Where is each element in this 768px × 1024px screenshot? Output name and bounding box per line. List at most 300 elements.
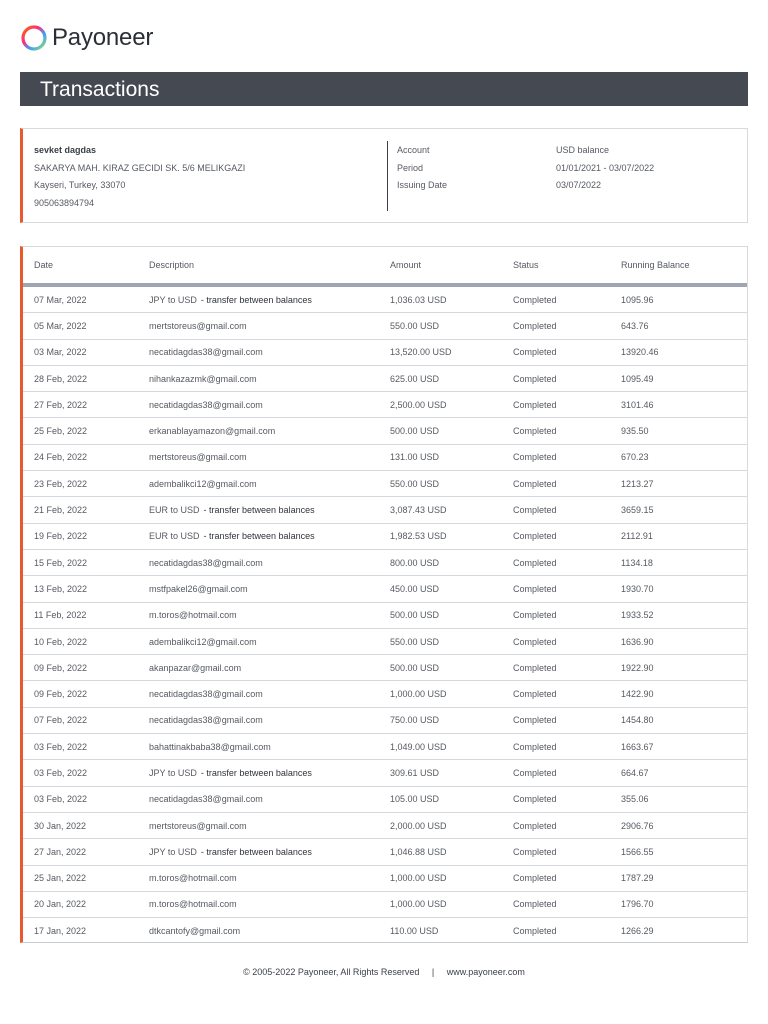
header-date: Date	[34, 260, 54, 270]
row-amount	[390, 295, 447, 305]
row-description	[149, 821, 247, 831]
row-description-text: necatidagdas38@gmail.com	[149, 557, 263, 568]
row-running-balance-text: 1930.70	[621, 583, 654, 594]
row-status-text: Completed	[513, 715, 557, 726]
row-date	[34, 715, 87, 725]
row-status-text: Completed	[513, 820, 557, 831]
row-running-balance	[621, 689, 654, 699]
row-date	[34, 531, 87, 541]
row-amount-text: 131.00 USD	[390, 452, 440, 463]
row-date-text: 24 Feb, 2022	[34, 452, 88, 463]
row-description-text: JPY to USD	[149, 846, 197, 857]
table-row	[23, 287, 747, 313]
row-date	[34, 794, 87, 804]
row-amount-text: 625.00 USD	[390, 373, 440, 384]
row-running-balance-text: 1454.80	[621, 715, 654, 726]
table-row	[23, 734, 747, 760]
header-description: Description	[149, 260, 195, 270]
row-date-text: 20 Jan, 2022	[34, 899, 87, 910]
row-amount-text: 1,000.00 USD	[390, 873, 447, 884]
summary-values	[556, 145, 654, 198]
table-row	[23, 445, 747, 471]
row-status	[513, 374, 557, 384]
row-running-balance	[621, 426, 649, 436]
row-status-text: Completed	[513, 636, 557, 647]
row-amount-text: 800.00 USD	[390, 557, 440, 568]
row-date	[34, 899, 86, 909]
transactions-table	[20, 246, 748, 943]
row-amount	[390, 873, 447, 883]
row-description-text: dtkcantofy@gmail.com	[149, 926, 241, 937]
row-amount	[390, 321, 439, 331]
row-amount	[390, 794, 439, 804]
table-row	[23, 918, 747, 944]
row-date	[34, 400, 87, 410]
row-description	[149, 847, 312, 857]
row-date-text: 21 Feb, 2022	[34, 505, 88, 516]
table-row	[23, 524, 747, 550]
holder-address: SAKARYA MAH. KIRAZ GECIDI SK. 5/6 MELIKGAZI	[34, 162, 246, 173]
row-status-text: Completed	[513, 926, 557, 937]
row-date-text: 03 Feb, 2022	[34, 767, 88, 778]
brand-name: Payoneer	[52, 24, 154, 51]
row-description-text: mertstoreus@gmail.com	[149, 820, 247, 831]
row-description-text: JPY to USD	[149, 294, 197, 305]
row-amount-text: 1,000.00 USD	[390, 899, 447, 910]
row-description-note: - transfer between balances	[200, 767, 312, 778]
row-running-balance	[621, 374, 654, 384]
row-amount	[390, 715, 439, 725]
row-description	[149, 295, 312, 305]
row-status	[513, 505, 557, 515]
row-description	[149, 558, 263, 568]
table-row	[23, 839, 747, 865]
info-divider	[387, 141, 388, 211]
row-amount-text: 450.00 USD	[390, 583, 440, 594]
row-description	[149, 926, 240, 936]
row-date	[34, 347, 87, 357]
row-date	[34, 926, 86, 936]
row-date-text: 27 Jan, 2022	[34, 846, 87, 857]
row-amount-text: 1,000.00 USD	[390, 689, 447, 700]
table-row	[23, 366, 747, 392]
row-amount-text: 309.61 USD	[390, 767, 440, 778]
row-description-note: - transfer between balances	[203, 505, 315, 516]
row-running-balance-text: 1566.55	[621, 846, 654, 857]
table-row	[23, 813, 747, 839]
row-amount	[390, 584, 439, 594]
row-running-balance	[621, 558, 653, 568]
row-description-text: necatidagdas38@gmail.com	[149, 794, 263, 805]
table-row	[23, 471, 747, 497]
row-amount	[390, 768, 439, 778]
row-running-balance	[621, 715, 654, 725]
row-date	[34, 295, 87, 305]
row-running-balance	[621, 610, 654, 620]
row-amount	[390, 505, 447, 515]
row-amount	[390, 663, 439, 673]
row-running-balance-text: 1796.70	[621, 899, 654, 910]
table-header	[23, 247, 747, 287]
row-amount	[390, 479, 439, 489]
table-row	[23, 892, 747, 918]
row-amount-text: 3,087.43 USD	[390, 505, 447, 516]
row-running-balance-text: 1095.49	[621, 373, 654, 384]
row-status-text: Completed	[513, 557, 557, 568]
table-row	[23, 603, 747, 629]
row-date-text: 03 Mar, 2022	[34, 347, 87, 358]
footer	[0, 967, 768, 977]
row-date	[34, 321, 87, 331]
row-running-balance-text: 13920.46	[621, 347, 659, 358]
row-description-text: EUR to USD	[149, 531, 200, 542]
row-description-text: necatidagdas38@gmail.com	[149, 715, 263, 726]
row-amount	[390, 821, 447, 831]
row-description	[149, 452, 247, 462]
row-date-text: 25 Feb, 2022	[34, 426, 88, 437]
row-description-text: mstfpakel26@gmail.com	[149, 583, 248, 594]
row-description-text: necatidagdas38@gmail.com	[149, 399, 263, 410]
row-status	[513, 558, 557, 568]
header-status: Status	[513, 260, 539, 270]
row-running-balance	[621, 926, 654, 936]
row-status-text: Completed	[513, 294, 557, 305]
row-status	[513, 479, 557, 489]
row-amount-text: 550.00 USD	[390, 478, 440, 489]
table-row	[23, 550, 747, 576]
row-running-balance	[621, 742, 654, 752]
row-status	[513, 742, 557, 752]
table-row	[23, 787, 747, 813]
row-date-text: 30 Jan, 2022	[34, 820, 87, 831]
row-status	[513, 821, 557, 831]
row-amount	[390, 926, 438, 936]
footer-separator: |	[431, 967, 435, 977]
footer-website-link[interactable]: www.payoneer.com	[446, 967, 525, 977]
table-row	[23, 392, 747, 418]
row-date-text: 10 Feb, 2022	[34, 636, 88, 647]
row-description-note: - transfer between balances	[200, 294, 312, 305]
row-description	[149, 794, 263, 804]
row-description	[149, 873, 237, 883]
row-amount-text: 13,520.00 USD	[390, 347, 452, 358]
row-date	[34, 479, 87, 489]
row-date-text: 19 Feb, 2022	[34, 531, 88, 542]
table-row	[23, 760, 747, 786]
row-description	[149, 426, 275, 436]
row-description-text: necatidagdas38@gmail.com	[149, 347, 263, 358]
row-amount	[390, 899, 447, 909]
row-status	[513, 452, 557, 462]
holder-city: Kayseri, Turkey, 33070	[34, 180, 126, 190]
row-running-balance-text: 1933.52	[621, 610, 654, 621]
row-running-balance-text: 2906.76	[621, 820, 654, 831]
row-running-balance-text: 3101.46	[621, 399, 654, 410]
row-amount-text: 1,049.00 USD	[390, 741, 447, 752]
row-running-balance-text: 1663.67	[621, 741, 654, 752]
row-amount-text: 105.00 USD	[390, 794, 440, 805]
header-amount: Amount	[390, 260, 422, 270]
footer-copyright: © 2005-2022 Payoneer, All Rights Reserved	[243, 967, 420, 977]
row-date	[34, 610, 86, 620]
row-status	[513, 400, 557, 410]
row-running-balance	[621, 794, 649, 804]
table-row	[23, 497, 747, 523]
row-description-note: - transfer between balances	[203, 531, 315, 542]
row-amount	[390, 610, 439, 620]
row-date	[34, 374, 87, 384]
row-description	[149, 742, 271, 752]
row-status-text: Completed	[513, 347, 557, 358]
row-amount	[390, 637, 439, 647]
row-running-balance	[621, 768, 649, 778]
row-date-text: 28 Feb, 2022	[34, 373, 88, 384]
page-title: Transactions	[20, 72, 748, 106]
row-amount	[390, 531, 447, 541]
row-running-balance	[621, 321, 649, 331]
row-status	[513, 873, 557, 883]
row-description-text: adembalikci12@gmail.com	[149, 478, 257, 489]
row-status-text: Completed	[513, 478, 557, 489]
row-date-text: 09 Feb, 2022	[34, 662, 88, 673]
table-row	[23, 629, 747, 655]
table-row	[23, 313, 747, 339]
account-info-box	[20, 128, 748, 223]
row-running-balance-text: 1422.90	[621, 689, 654, 700]
table-row	[23, 681, 747, 707]
row-description-text: adembalikci12@gmail.com	[149, 636, 257, 647]
row-date-text: 11 Feb, 2022	[34, 610, 87, 621]
row-amount	[390, 426, 439, 436]
row-status-text: Completed	[513, 794, 557, 805]
row-amount-text: 2,500.00 USD	[390, 399, 447, 410]
row-date-text: 27 Feb, 2022	[34, 399, 88, 410]
row-date	[34, 847, 86, 857]
row-status-text: Completed	[513, 426, 557, 437]
holder-name: sevket dagdas	[34, 145, 97, 155]
row-status	[513, 715, 557, 725]
row-status-text: Completed	[513, 873, 557, 884]
row-date	[34, 584, 87, 594]
row-amount-text: 500.00 USD	[390, 662, 440, 673]
row-description-text: m.toros@hotmail.com	[149, 873, 237, 884]
row-status	[513, 689, 557, 699]
row-date	[34, 768, 87, 778]
row-running-balance-text: 1787.29	[621, 873, 654, 884]
row-status-text: Completed	[513, 741, 557, 752]
row-date	[34, 637, 87, 647]
row-date	[34, 742, 87, 752]
row-running-balance	[621, 821, 654, 831]
table-row	[23, 655, 747, 681]
row-running-balance-text: 2112.91	[621, 531, 653, 542]
row-running-balance	[621, 479, 654, 489]
row-date	[34, 873, 86, 883]
row-running-balance	[621, 847, 654, 857]
row-status-text: Completed	[513, 531, 557, 542]
row-date-text: 25 Jan, 2022	[34, 873, 87, 884]
row-description	[149, 505, 315, 515]
row-description	[149, 768, 312, 778]
row-amount-text: 500.00 USD	[390, 610, 440, 621]
row-description	[149, 374, 257, 384]
row-running-balance	[621, 663, 654, 673]
row-date	[34, 689, 87, 699]
row-running-balance-text: 355.06	[621, 794, 649, 805]
row-amount	[390, 452, 439, 462]
row-running-balance-text: 1095.96	[621, 294, 654, 305]
row-amount-text: 550.00 USD	[390, 636, 440, 647]
row-status-text: Completed	[513, 399, 557, 410]
row-date-text: 03 Feb, 2022	[34, 741, 88, 752]
table-row	[23, 576, 747, 602]
row-amount-text: 550.00 USD	[390, 320, 440, 331]
row-date	[34, 821, 86, 831]
row-running-balance-text: 935.50	[621, 426, 649, 437]
row-amount	[390, 847, 447, 857]
row-date-text: 17 Jan, 2022	[34, 926, 87, 937]
row-running-balance-text: 1213.27	[621, 478, 654, 489]
row-status-text: Completed	[513, 846, 557, 857]
row-description-text: nihankazazmk@gmail.com	[149, 373, 257, 384]
row-status	[513, 426, 557, 436]
account-holder	[34, 145, 245, 215]
row-description	[149, 899, 237, 909]
row-description	[149, 321, 247, 331]
row-running-balance	[621, 295, 654, 305]
summary-labels	[397, 145, 447, 198]
row-amount-text: 2,000.00 USD	[390, 820, 447, 831]
row-running-balance	[621, 400, 654, 410]
row-status	[513, 321, 557, 331]
row-status-text: Completed	[513, 373, 557, 384]
row-amount	[390, 558, 439, 568]
row-status	[513, 847, 557, 857]
row-description-text: erkanablayamazon@gmail.com	[149, 426, 276, 437]
row-status	[513, 794, 557, 804]
row-date-text: 03 Feb, 2022	[34, 794, 88, 805]
row-amount-text: 1,036.03 USD	[390, 294, 447, 305]
table-row	[23, 866, 747, 892]
row-status-text: Completed	[513, 662, 557, 673]
row-running-balance-text: 670.23	[621, 452, 649, 463]
row-description	[149, 637, 257, 647]
row-description	[149, 347, 263, 357]
account-value: USD balance	[556, 145, 610, 155]
row-date-text: 09 Feb, 2022	[34, 689, 88, 700]
row-status-text: Completed	[513, 583, 557, 594]
row-date	[34, 558, 87, 568]
row-amount	[390, 374, 439, 384]
row-status-text: Completed	[513, 452, 557, 463]
row-running-balance	[621, 637, 654, 647]
row-description-text: m.toros@hotmail.com	[149, 610, 237, 621]
row-amount-text: 1,982.53 USD	[390, 531, 447, 542]
row-running-balance	[621, 899, 654, 909]
account-label: Account	[397, 145, 430, 155]
row-status	[513, 295, 557, 305]
row-amount	[390, 347, 452, 357]
row-status-text: Completed	[513, 610, 557, 621]
row-date-text: 23 Feb, 2022	[34, 478, 88, 489]
row-running-balance-text: 664.67	[621, 767, 649, 778]
row-running-balance	[621, 452, 649, 462]
row-status	[513, 637, 557, 647]
issuing-date-value: 03/07/2022	[556, 180, 602, 190]
row-running-balance	[621, 347, 659, 357]
holder-phone: 905063894794	[34, 197, 95, 208]
row-status-text: Completed	[513, 320, 557, 331]
row-description-text: EUR to USD	[149, 505, 200, 516]
row-running-balance-text: 643.76	[621, 320, 649, 331]
table-row	[23, 418, 747, 444]
row-date-text: 15 Feb, 2022	[34, 557, 88, 568]
row-status	[513, 899, 557, 909]
row-status-text: Completed	[513, 505, 557, 516]
table-row	[23, 340, 747, 366]
payoneer-logo	[20, 24, 153, 52]
row-description	[149, 584, 248, 594]
row-status-text: Completed	[513, 689, 557, 700]
row-amount-text: 110.00 USD	[390, 926, 439, 937]
row-status	[513, 610, 557, 620]
row-status-text: Completed	[513, 899, 557, 910]
row-running-balance-text: 1266.29	[621, 926, 654, 937]
row-running-balance-text: 1922.90	[621, 662, 654, 673]
row-status	[513, 663, 557, 673]
row-status-text: Completed	[513, 767, 557, 778]
row-description	[149, 610, 237, 620]
row-description	[149, 479, 257, 489]
row-status	[513, 768, 557, 778]
row-status	[513, 584, 557, 594]
row-running-balance	[621, 584, 654, 594]
row-description	[149, 715, 263, 725]
row-description-text: mertstoreus@gmail.com	[149, 452, 247, 463]
row-description	[149, 400, 263, 410]
row-date-text: 07 Feb, 2022	[34, 715, 88, 726]
row-date-text: 07 Mar, 2022	[34, 294, 87, 305]
table-row	[23, 708, 747, 734]
row-running-balance	[621, 531, 653, 541]
row-date	[34, 663, 87, 673]
row-description-text: bahattinakbaba38@gmail.com	[149, 741, 271, 752]
row-running-balance	[621, 873, 654, 883]
row-status	[513, 531, 557, 541]
period-value: 01/01/2021 - 03/07/2022	[556, 162, 655, 173]
table-body	[23, 287, 747, 944]
row-date	[34, 452, 87, 462]
row-running-balance-text: 1636.90	[621, 636, 654, 647]
row-description	[149, 663, 241, 673]
row-amount-text: 1,046.88 USD	[390, 846, 447, 857]
row-date-text: 13 Feb, 2022	[34, 583, 88, 594]
row-amount-text: 750.00 USD	[390, 715, 440, 726]
row-running-balance	[621, 505, 654, 515]
header-running-balance: Running Balance	[621, 260, 690, 270]
row-amount	[390, 400, 447, 410]
row-running-balance-text: 3659.15	[621, 505, 654, 516]
row-description-text: m.toros@hotmail.com	[149, 899, 237, 910]
row-description-note: - transfer between balances	[200, 846, 312, 857]
row-description-text: mertstoreus@gmail.com	[149, 320, 247, 331]
row-description	[149, 689, 263, 699]
row-date	[34, 505, 87, 515]
row-description-text: necatidagdas38@gmail.com	[149, 689, 263, 700]
row-description-text: akanpazar@gmail.com	[149, 662, 242, 673]
row-amount-text: 500.00 USD	[390, 426, 440, 437]
row-description	[149, 531, 315, 541]
